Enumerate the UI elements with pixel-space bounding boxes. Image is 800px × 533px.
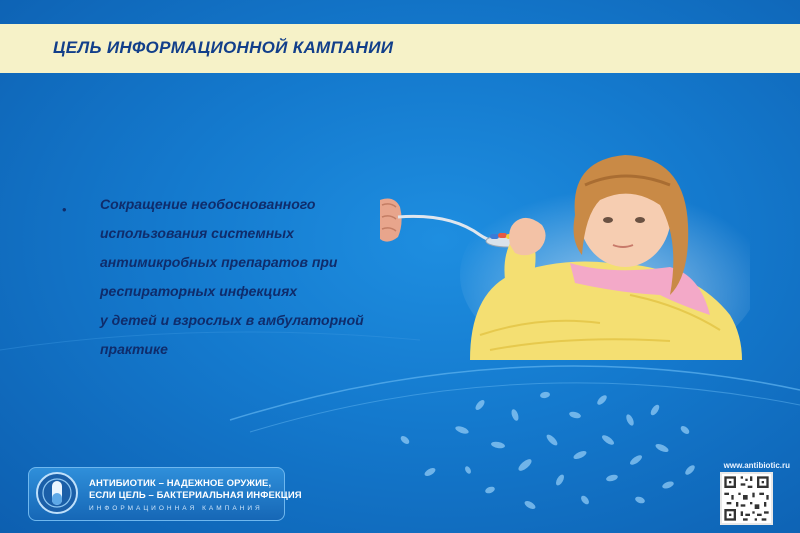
qr-code-icon xyxy=(720,472,773,525)
pill-particles xyxy=(399,391,696,510)
logo-text-line1: АНТИБИОТИК – НАДЕЖНОЕ ОРУЖИЕ, xyxy=(89,478,272,489)
logo-text-line2: ЕСЛИ ЦЕЛЬ – БАКТЕРИАЛЬНАЯ ИНФЕКЦИЯ xyxy=(89,490,302,501)
bullet-line: антимикробных препаратов при xyxy=(100,254,338,270)
logo-text-line3: ИНФОРМАЦИОННАЯ КАМПАНИЯ xyxy=(89,505,263,512)
slide-title: ЦЕЛЬ ИНФОРМАЦИОННОЙ КАМПАНИИ xyxy=(53,38,394,57)
campaign-logo xyxy=(28,467,302,521)
capsule-emblem-icon xyxy=(35,471,79,515)
girl-refusing-pills-illustration xyxy=(370,145,750,360)
bullet-line: респираторных инфекциях xyxy=(100,283,298,299)
site-url[interactable]: www.antibiotic.ru xyxy=(723,461,790,470)
bullet-line: использования системных xyxy=(100,225,294,241)
bullet-line: Сокращение необоснованного xyxy=(100,196,316,212)
bullet-line: практике xyxy=(100,341,168,357)
bullet-line: у детей и взрослых в амбулаторной xyxy=(100,312,364,328)
bullet-marker: • xyxy=(62,202,67,217)
